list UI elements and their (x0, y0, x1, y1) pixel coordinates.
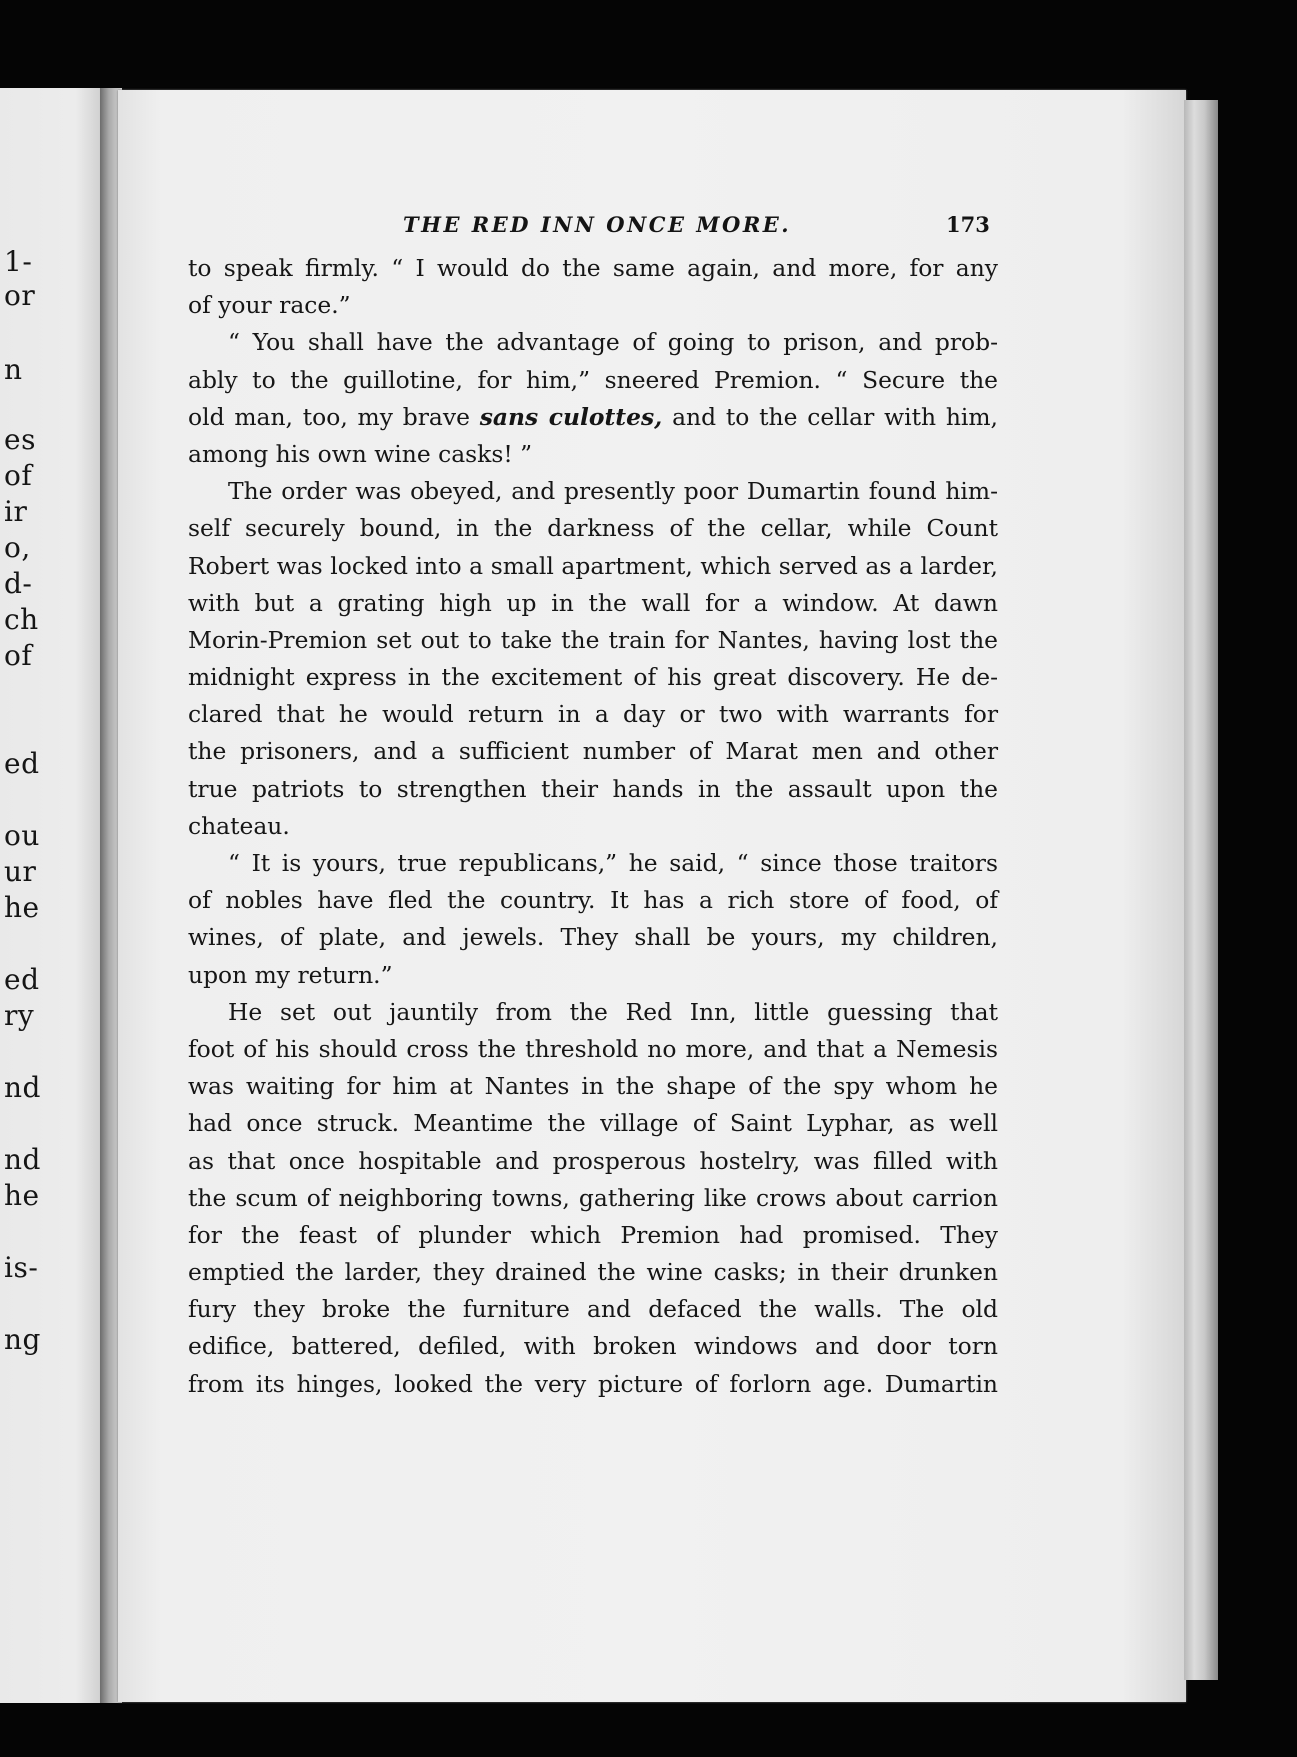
text-line: among his own wine casks! ” (188, 439, 533, 468)
facing-page-fragment: of (4, 639, 33, 672)
facing-page-fragment: ry (4, 999, 35, 1032)
text-line: the scum of neighboring towns, gathering like crows about carrion (188, 1183, 998, 1212)
facing-page-fragment: ch (4, 603, 39, 636)
book-page (118, 90, 1186, 1702)
running-head: THE RED INN ONCE MORE. (403, 212, 792, 237)
text-line: clared that he would return in a day or two with warrants for (188, 700, 998, 729)
facing-page-fragment: of (4, 459, 33, 492)
facing-page-fragment: ur (4, 855, 37, 888)
text-line: He set out jauntily from the Red Inn, little guessing that (228, 997, 998, 1026)
text-line: true patriots to strengthen their hands in the assault upon the (188, 774, 998, 803)
text-line: was waiting for him at Nantes in the shape of the spy whom he (188, 1072, 998, 1101)
facing-page-fragment: o, (4, 531, 31, 564)
page-number: 173 (946, 212, 990, 237)
text-line: upon my return.” (188, 960, 393, 989)
facing-page-sliver (0, 88, 108, 1703)
facing-page-fragment: n (4, 353, 23, 386)
body-text (188, 250, 998, 1403)
text-line: from its hinges, looked the very picture of forlorn age. Dumartin (188, 1369, 998, 1398)
page-header (118, 212, 1186, 252)
text-line: with but a grating high up in the wall for a window. At dawn (188, 588, 998, 617)
text-line: of nobles have fled the country. It has a rich store of food, of (188, 886, 998, 915)
facing-page-fragment: ir (4, 495, 28, 528)
text-line: to speak firmly. “ I would do the same again, and more, for any (188, 254, 998, 282)
facing-page-fragment: he (4, 891, 40, 924)
facing-page-fragment: d- (4, 567, 33, 600)
facing-page-fragment: ng (4, 1323, 41, 1356)
text-line (188, 399, 998, 436)
facing-page-fragment: ed (4, 963, 40, 996)
text-line: fury they broke the furniture and defaced the walls. The old (188, 1295, 998, 1324)
facing-page-fragment: he (4, 1179, 40, 1212)
text-line: for the feast of plunder which Premion had promised. They (188, 1220, 998, 1249)
facing-page-fragment: es (4, 423, 36, 456)
text-line: emptied the larder, they drained the wine casks; in their drunken (188, 1258, 998, 1287)
facing-page-fragment: or (4, 279, 36, 312)
text-line: foot of his should cross the threshold no more, and that a Nemesis (188, 1034, 998, 1063)
page-edge-stack (1184, 100, 1218, 1680)
italic-phrase: sans culottes, (479, 402, 663, 431)
text-line: wines, of plate, and jewels. They shall be yours, my children, (188, 923, 998, 952)
text-line: had once struck. Meantime the village of Saint Lyphar, as well (188, 1109, 998, 1138)
facing-page-fragment: is- (4, 1251, 39, 1284)
text-line: midnight express in the excitement of his great discovery. He de- (188, 663, 998, 692)
text-line: Robert was locked into a small apartment, which served as a larder, (188, 551, 998, 580)
text-run: and to the cellar with him, (662, 402, 998, 431)
facing-page-fragment: ou (4, 819, 40, 852)
facing-page-fragment: nd (4, 1071, 41, 1104)
text-line: “ You shall have the advantage of going to prison, and prob- (228, 328, 998, 357)
facing-page-fragment: nd (4, 1143, 41, 1176)
text-line: of your race.” (188, 291, 351, 320)
text-line: ably to the guillotine, for him,” sneered Premion. “ Secure the (188, 365, 998, 394)
text-line: chateau. (188, 811, 290, 840)
text-line: edifice, battered, defiled, with broken windows and door torn (188, 1332, 998, 1361)
text-line: “ It is yours, true republicans,” he said, “ since those traitors (228, 849, 998, 877)
text-line: Morin-Premion set out to take the train for Nantes, having lost the (188, 625, 998, 654)
facing-page-fragment: ed (4, 747, 40, 780)
text-line: as that once hospitable and prosperous hostelry, was filled with (188, 1146, 998, 1175)
text-run: old man, too, my brave (188, 402, 480, 431)
text-line: the prisoners, and a sufficient number of Marat men and other (188, 737, 998, 766)
text-line: self securely bound, in the darkness of the cellar, while Count (188, 514, 998, 543)
text-line: The order was obeyed, and presently poor Dumartin found him- (228, 477, 998, 506)
facing-page-fragment: 1- (4, 245, 33, 278)
